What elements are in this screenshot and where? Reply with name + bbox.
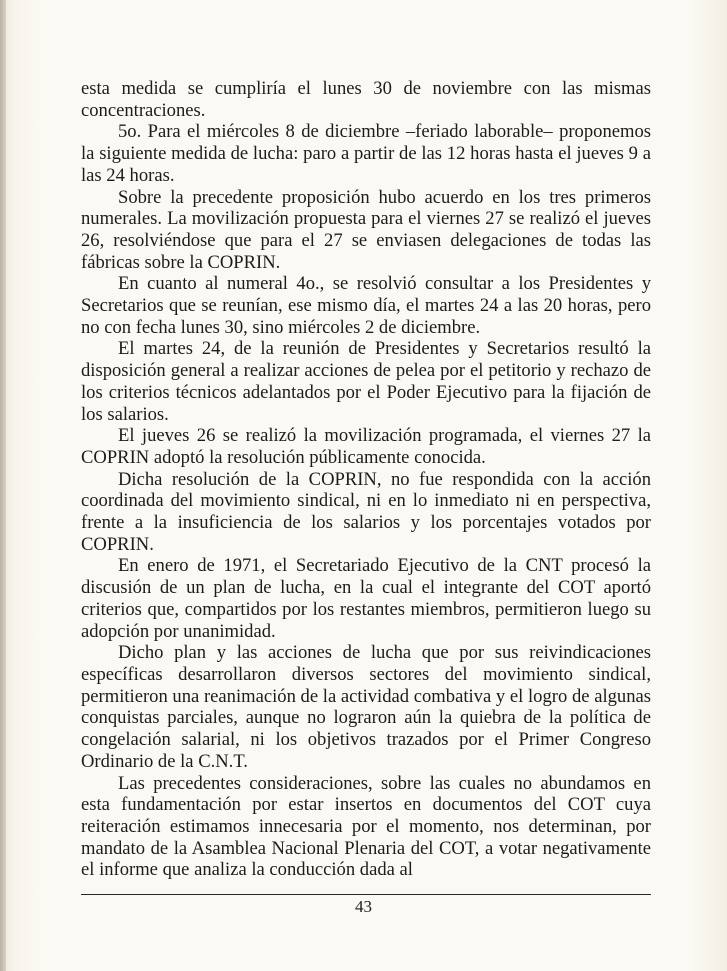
paragraph: Las precedentes consideraciones, sobre las cuales no abundamos en esta fundamentación por estar insertos en documentos del COT cuya reiteración estimamos innecesaria por el momento, nos determinan, por mandato de la Asamblea Nacional Plenaria del COT, a votar negativamente el informe que analiza la conducción dada al bbox=[81, 772, 651, 881]
page-binding-edge bbox=[0, 0, 6, 971]
paragraph: 5o. Para el miércoles 8 de diciembre –feriado laborable– proponemos la siguiente medida de lucha: paro a partir de las 12 horas hasta el jueves 9 a las 24 horas. bbox=[81, 121, 651, 186]
paragraph: El jueves 26 se realizó la movilización programada, el viernes 27 la COPRIN adoptó la resolución públicamente conocida. bbox=[81, 425, 651, 468]
paragraph: En enero de 1971, el Secretariado Ejecutivo de la CNT procesó la discusión de un plan de lucha, en la cual el integrante del COT aportó criterios que, compartidos por los restantes miembros, permitieron luego su adopción por unanimidad. bbox=[81, 555, 651, 642]
paragraph: Dicha resolución de la COPRIN, no fue respondida con la acción coordinada del movimiento sindical, ni en lo inmediato ni en perspectiva, frente a la insuficiencia de los salarios y los porcentajes votados por COPRIN. bbox=[81, 468, 651, 555]
paragraph: En cuanto al numeral 4o., se resolvió consultar a los Presidentes y Secretarios que se reunían, ese mismo día, el martes 24 a las 20 horas, pero no con fecha lunes 30, sino miércoles 2 de diciembre. bbox=[81, 273, 651, 338]
footer-rule bbox=[81, 894, 651, 895]
paragraph: Dicho plan y las acciones de lucha que por sus reivindicaciones específicas desarrollaron diversos sectores del movimiento sindical, permitieron una reanimación de la actividad combativa y el logro de algunas conquistas parciales, aunque no lograron aún la quiebra de la política de congelación salarial, ni los objetivos trazados por el Primer Congreso Ordinario de la C.N.T. bbox=[81, 642, 651, 772]
paragraph: El martes 24, de la reunión de Presidentes y Secretarios resultó la disposición general a realizar acciones de pelea por el petitorio y rechazo de los criterios técnicos adelantados por el Poder Ejecutivo para la fijación de los salarios. bbox=[81, 338, 651, 425]
paragraph: esta medida se cumpliría el lunes 30 de noviembre con las mismas concentraciones. bbox=[81, 78, 651, 121]
body-text bbox=[81, 78, 651, 881]
paragraph: Sobre la precedente proposición hubo acuerdo en los tres primeros numerales. La movilización propuesta para el viernes 27 se realizó el jueves 26, resolviéndose que para el 27 se enviasen delegaciones de todas las fábricas sobre la COPRIN. bbox=[81, 186, 651, 273]
page-number: 43 bbox=[355, 897, 372, 916]
